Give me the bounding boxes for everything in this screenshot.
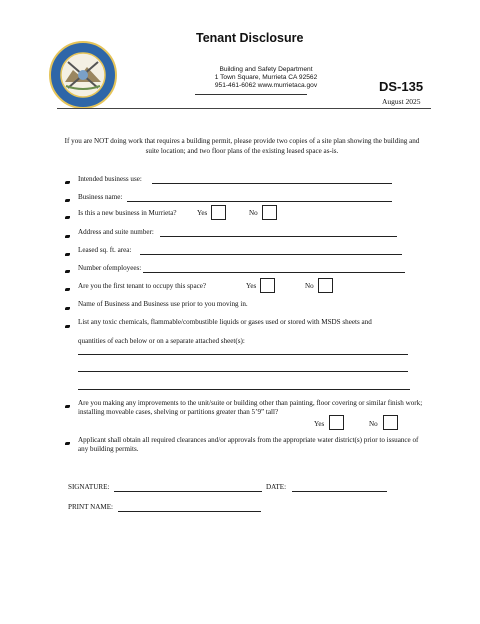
print-name-field[interactable] (118, 511, 261, 512)
new-business-yes-label: Yes (197, 209, 208, 217)
intro-paragraph: If you are NOT doing work that requires a building permit, please provide two copies of a site plan showing the building and suite location; and two floor plans of the existing leased space as-is. (64, 137, 420, 156)
toxic-field-line[interactable] (78, 354, 408, 355)
bullet-icon (65, 325, 70, 328)
leased-sqft-field[interactable] (140, 254, 402, 255)
first-tenant-label: Are you the first tenant to occupy this space? (78, 282, 207, 290)
toxic-label-line2: quantities of each below or on a separate attached sheet(s): (78, 337, 245, 345)
bullet-icon (65, 181, 70, 184)
department-contact: 951-461-6062 www.murrietaca.gov (214, 82, 318, 90)
toxic-field-line[interactable] (78, 371, 408, 372)
intended-use-label: Intended business use: (78, 175, 142, 183)
header-divider (57, 108, 431, 109)
new-business-label: Is this a new business in Murrieta? (78, 209, 177, 217)
address-field[interactable] (160, 236, 397, 237)
city-seal (38, 40, 128, 110)
improvements-yes-label: Yes (314, 420, 325, 428)
new-business-no-label: No (249, 209, 258, 217)
department-address: 1 Town Square, Murrieta CA 92562 (214, 74, 318, 82)
employees-label: Number ofemployees: (78, 264, 142, 272)
new-business-no-checkbox[interactable] (262, 205, 277, 220)
improvements-no-label: No (369, 420, 378, 428)
signature-field[interactable] (114, 491, 262, 492)
form-number: DS-135 (379, 79, 424, 94)
bullet-icon (65, 442, 70, 445)
department-name: Building and Safety Department (219, 66, 313, 73)
toxic-label-line1: List any toxic chemicals, flammable/combustible liquids or gases used or stored with MSDS sheets and (78, 318, 372, 326)
improvements-yes-checkbox[interactable] (329, 415, 344, 430)
first-tenant-yes-label: Yes (246, 282, 257, 290)
date-label: DATE: (266, 483, 287, 491)
form-date: August 2025 (382, 97, 421, 106)
first-tenant-yes-checkbox[interactable] (260, 278, 275, 293)
bullet-icon (65, 270, 70, 273)
date-field[interactable] (292, 491, 387, 492)
bullet-icon (65, 288, 70, 291)
bullet-icon (65, 235, 70, 238)
signature-label: SIGNATURE: (68, 483, 110, 491)
bullet-icon (65, 199, 70, 202)
business-name-field[interactable] (127, 201, 392, 202)
new-business-yes-checkbox[interactable] (211, 205, 226, 220)
first-tenant-no-label: No (305, 282, 314, 290)
bullet-icon (65, 405, 70, 408)
improvements-label: Are you making any improvements to the unit/suite or building other than painting, floor covering or similar finish work; installing moveable cases, shelving or partitions greater than 5’9” tall? (78, 399, 423, 416)
bullet-icon (65, 253, 70, 256)
clearances-label: Applicant shall obtain all required clearances and/or approvals from the appropriate water district(s) prior to issuance of any building permits. (78, 436, 419, 453)
bullet-icon (65, 307, 70, 310)
print-name-label: PRINT NAME: (68, 503, 113, 511)
header-rule (195, 94, 307, 95)
leased-sqft-label: Leased sq. ft. area: (78, 246, 132, 254)
prior-business-label: Name of Business and Business use prior to you moving in. (78, 300, 248, 308)
bullet-icon (65, 216, 70, 219)
toxic-field-line[interactable] (78, 389, 410, 390)
department-block (196, 66, 336, 91)
intended-use-field[interactable] (152, 183, 392, 184)
address-label: Address and suite number: (78, 228, 154, 236)
business-name-label: Business name: (78, 193, 123, 201)
improvements-no-checkbox[interactable] (383, 415, 398, 430)
first-tenant-no-checkbox[interactable] (318, 278, 333, 293)
document-title: Tenant Disclosure (196, 31, 304, 45)
employees-field[interactable] (143, 272, 405, 273)
